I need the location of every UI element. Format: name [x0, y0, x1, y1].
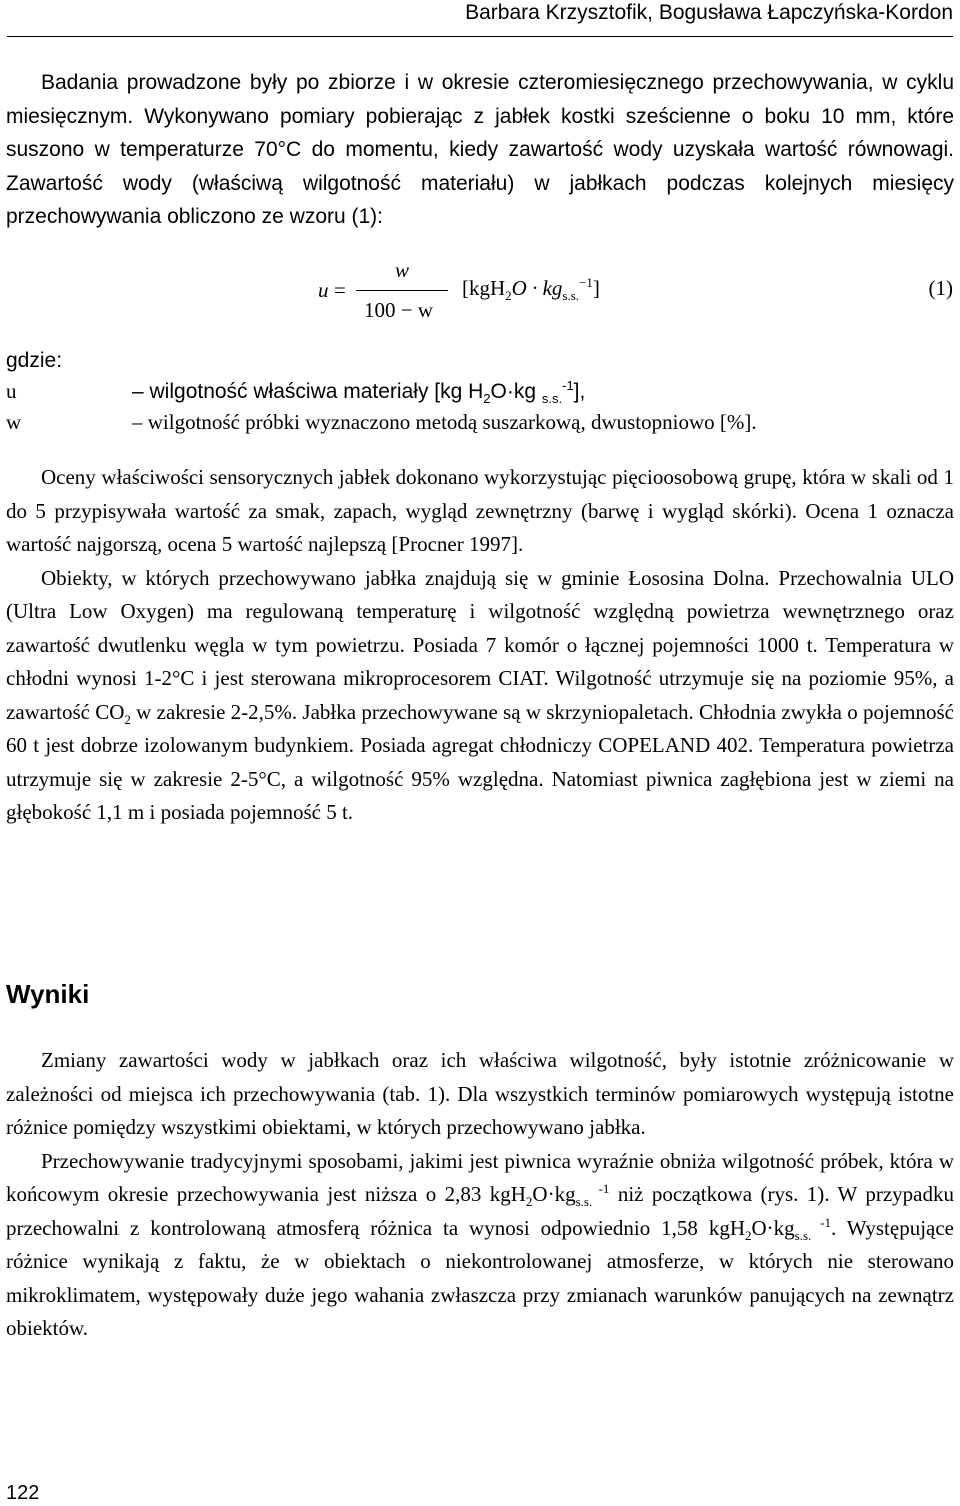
r2-text-2: O·kg — [532, 1182, 576, 1206]
sensory-paragraph: Oceny właściwości sensorycznych jabłek dokonano wykorzystując pięcioosobową grupę, która w skali od 1 do 5 przypisywała wartość za smak, zapach, wygląd zewnętrzny (barwę i wygląd skórki). Ocena 1 oznacza wartość najgorszą, ocena 5 wartość najlepszą [Procner 1997]. — [6, 465, 954, 556]
section-heading-results: Wyniki — [6, 979, 90, 1009]
results-block — [6, 1044, 954, 1346]
unit-o-kg: O · kg — [511, 276, 563, 300]
results-paragraph-2 — [6, 1145, 954, 1346]
formula-1 — [310, 258, 955, 328]
definition-text: – wilgotność próbki wyznaczono metodą suszarkową, dwustopniowo [%]. — [132, 410, 757, 434]
definition-item — [6, 407, 954, 438]
definition-item — [6, 376, 954, 407]
co2-subscript: 2 — [124, 711, 131, 727]
page-number: 122 — [6, 1482, 40, 1504]
unit-open: [kgH — [462, 276, 506, 300]
r2-text-1: Przechowywanie tradycyjnymi sposobami, jakimi jest piwnica wyraźnie obniża wilgotność próbek, która w końcowym okresie przechowywania jest niższa o 2,83 kgH — [6, 1148, 954, 1206]
def-sub-2: 2 — [483, 391, 491, 407]
r2-sub-2a: 2 — [525, 1194, 533, 1210]
header-rule — [7, 36, 953, 37]
formula-numerator: w — [395, 258, 410, 282]
unit-sup: −1 — [579, 275, 593, 290]
r2-sub-ss-a: s.s. — [575, 1194, 593, 1210]
r2-text-3: niż początkowa (rys. 1). W przypadku przechowalni z kontrolowaną atmosferą różnica ta wynosi odpowiednio 1,58 kgH — [6, 1182, 954, 1240]
intro-block — [6, 66, 954, 234]
r2-sup-b: -1 — [811, 1214, 832, 1230]
fraction-bar — [356, 290, 448, 291]
r2-sup-a: -1 — [592, 1181, 610, 1196]
formula-denominator: 100 − w — [364, 298, 434, 322]
r2-sub-2b: 2 — [745, 1227, 752, 1243]
def-text-c: ], — [573, 380, 586, 403]
def-text-a: – wilgotność właściwa materiały [kg H — [132, 380, 484, 403]
def-sup: -1 — [562, 378, 574, 393]
definitions — [6, 345, 954, 438]
definitions-label: gdzie: — [6, 349, 63, 372]
objects-text-2: w zakresie 2-2,5%. Jabłka przechowywane są w skrzyniopaletach. Chłodnia zwykła o pojemność 60 t jest dobrze izolowanym budynkiem. Posiada agregat chłodniczy COPELAND 402. Temperatura powietrza utrzymuje się w zakresie 2-5°C, a wilgotność 95% względna. Natomiast piwnica zagłębiona jest w ziemi na głębokość 1,1 m i posiada pojemność 5 t. — [6, 699, 954, 824]
def-text-b: O·kg — [490, 380, 542, 403]
results-paragraph-1: Zmiany zawartości wody w jabłkach oraz ich właściwa wilgotność, były istotnie zróżnicowanie w zależności od miejsca ich przechowywania (tab. 1). Dla wszystkich terminów pomiarowych występują istotne różnice pomiędzy wszystkimi obiektami, w których przechowywano jabłka. — [6, 1048, 954, 1139]
r2-text-5: . Występujące różnice wynikają z faktu, że w obiektach o niekontrolowanej atmosferze, w których nie sterowano mikroklimatem, występowały duże jego wahania zwłaszcza przy zmianach warunków panujących na zewnątrz obiektów. — [6, 1215, 954, 1340]
formula-unit — [462, 275, 600, 304]
formula-number: (1) — [928, 276, 953, 300]
methods-block — [6, 461, 954, 830]
definition-text — [132, 376, 585, 407]
r2-sub-ss-b: s.s. — [794, 1227, 812, 1243]
unit-close: ] — [592, 276, 600, 300]
formula-equals: = — [334, 278, 346, 302]
definitions-label-row — [6, 345, 954, 376]
definition-symbol: w — [6, 410, 22, 434]
objects-text-1: Obiekty, w których przechowywano jabłka znajdują się w gminie Łososina Dolna. Przechowalnia ULO (Ultra Low Oxygen) ma regulowaną temperaturę i wilgotność względną powietrza wewnętrznego oraz zawartość dwutlenku węgla w tym powietrzu. Posiada 7 komór o łącznej pojemności 1000 t. Temperatura w chłodni wynosi 1-2°C i jest sterowana mikroprocesorem CIAT. Wilgotność utrzymuje się na poziomie 95%, a zawartość CO — [6, 565, 954, 724]
unit-sub-2: 2 — [505, 288, 512, 304]
formula-lhs: u — [318, 278, 329, 302]
running-header-authors: Barbara Krzysztofik, Bogusława Łapczyńska-Kordon — [465, 1, 953, 24]
definition-symbol: u — [6, 379, 17, 403]
def-sub-ss: s.s. — [541, 391, 563, 407]
r2-text-4: O·kg — [751, 1215, 795, 1240]
objects-paragraph — [6, 562, 954, 830]
unit-sub-ss: s.s. — [562, 288, 580, 304]
intro-paragraph: Badania prowadzone były po zbiorze i w okresie czteromiesięcznego przechowywania, w cyklu miesięcznym. Wykonywano pomiary pobierając z jabłek kostki sześcienne o boku 10 mm, które suszono w temperaturze 70°C do momentu, kiedy zawartość wody uzyskała wartość równowagi. Zawartość wody (właściwą wilgotność materiału) w jabłkach podczas kolejnych miesięcy przechowywania obliczono ze wzoru (1): — [6, 71, 954, 228]
